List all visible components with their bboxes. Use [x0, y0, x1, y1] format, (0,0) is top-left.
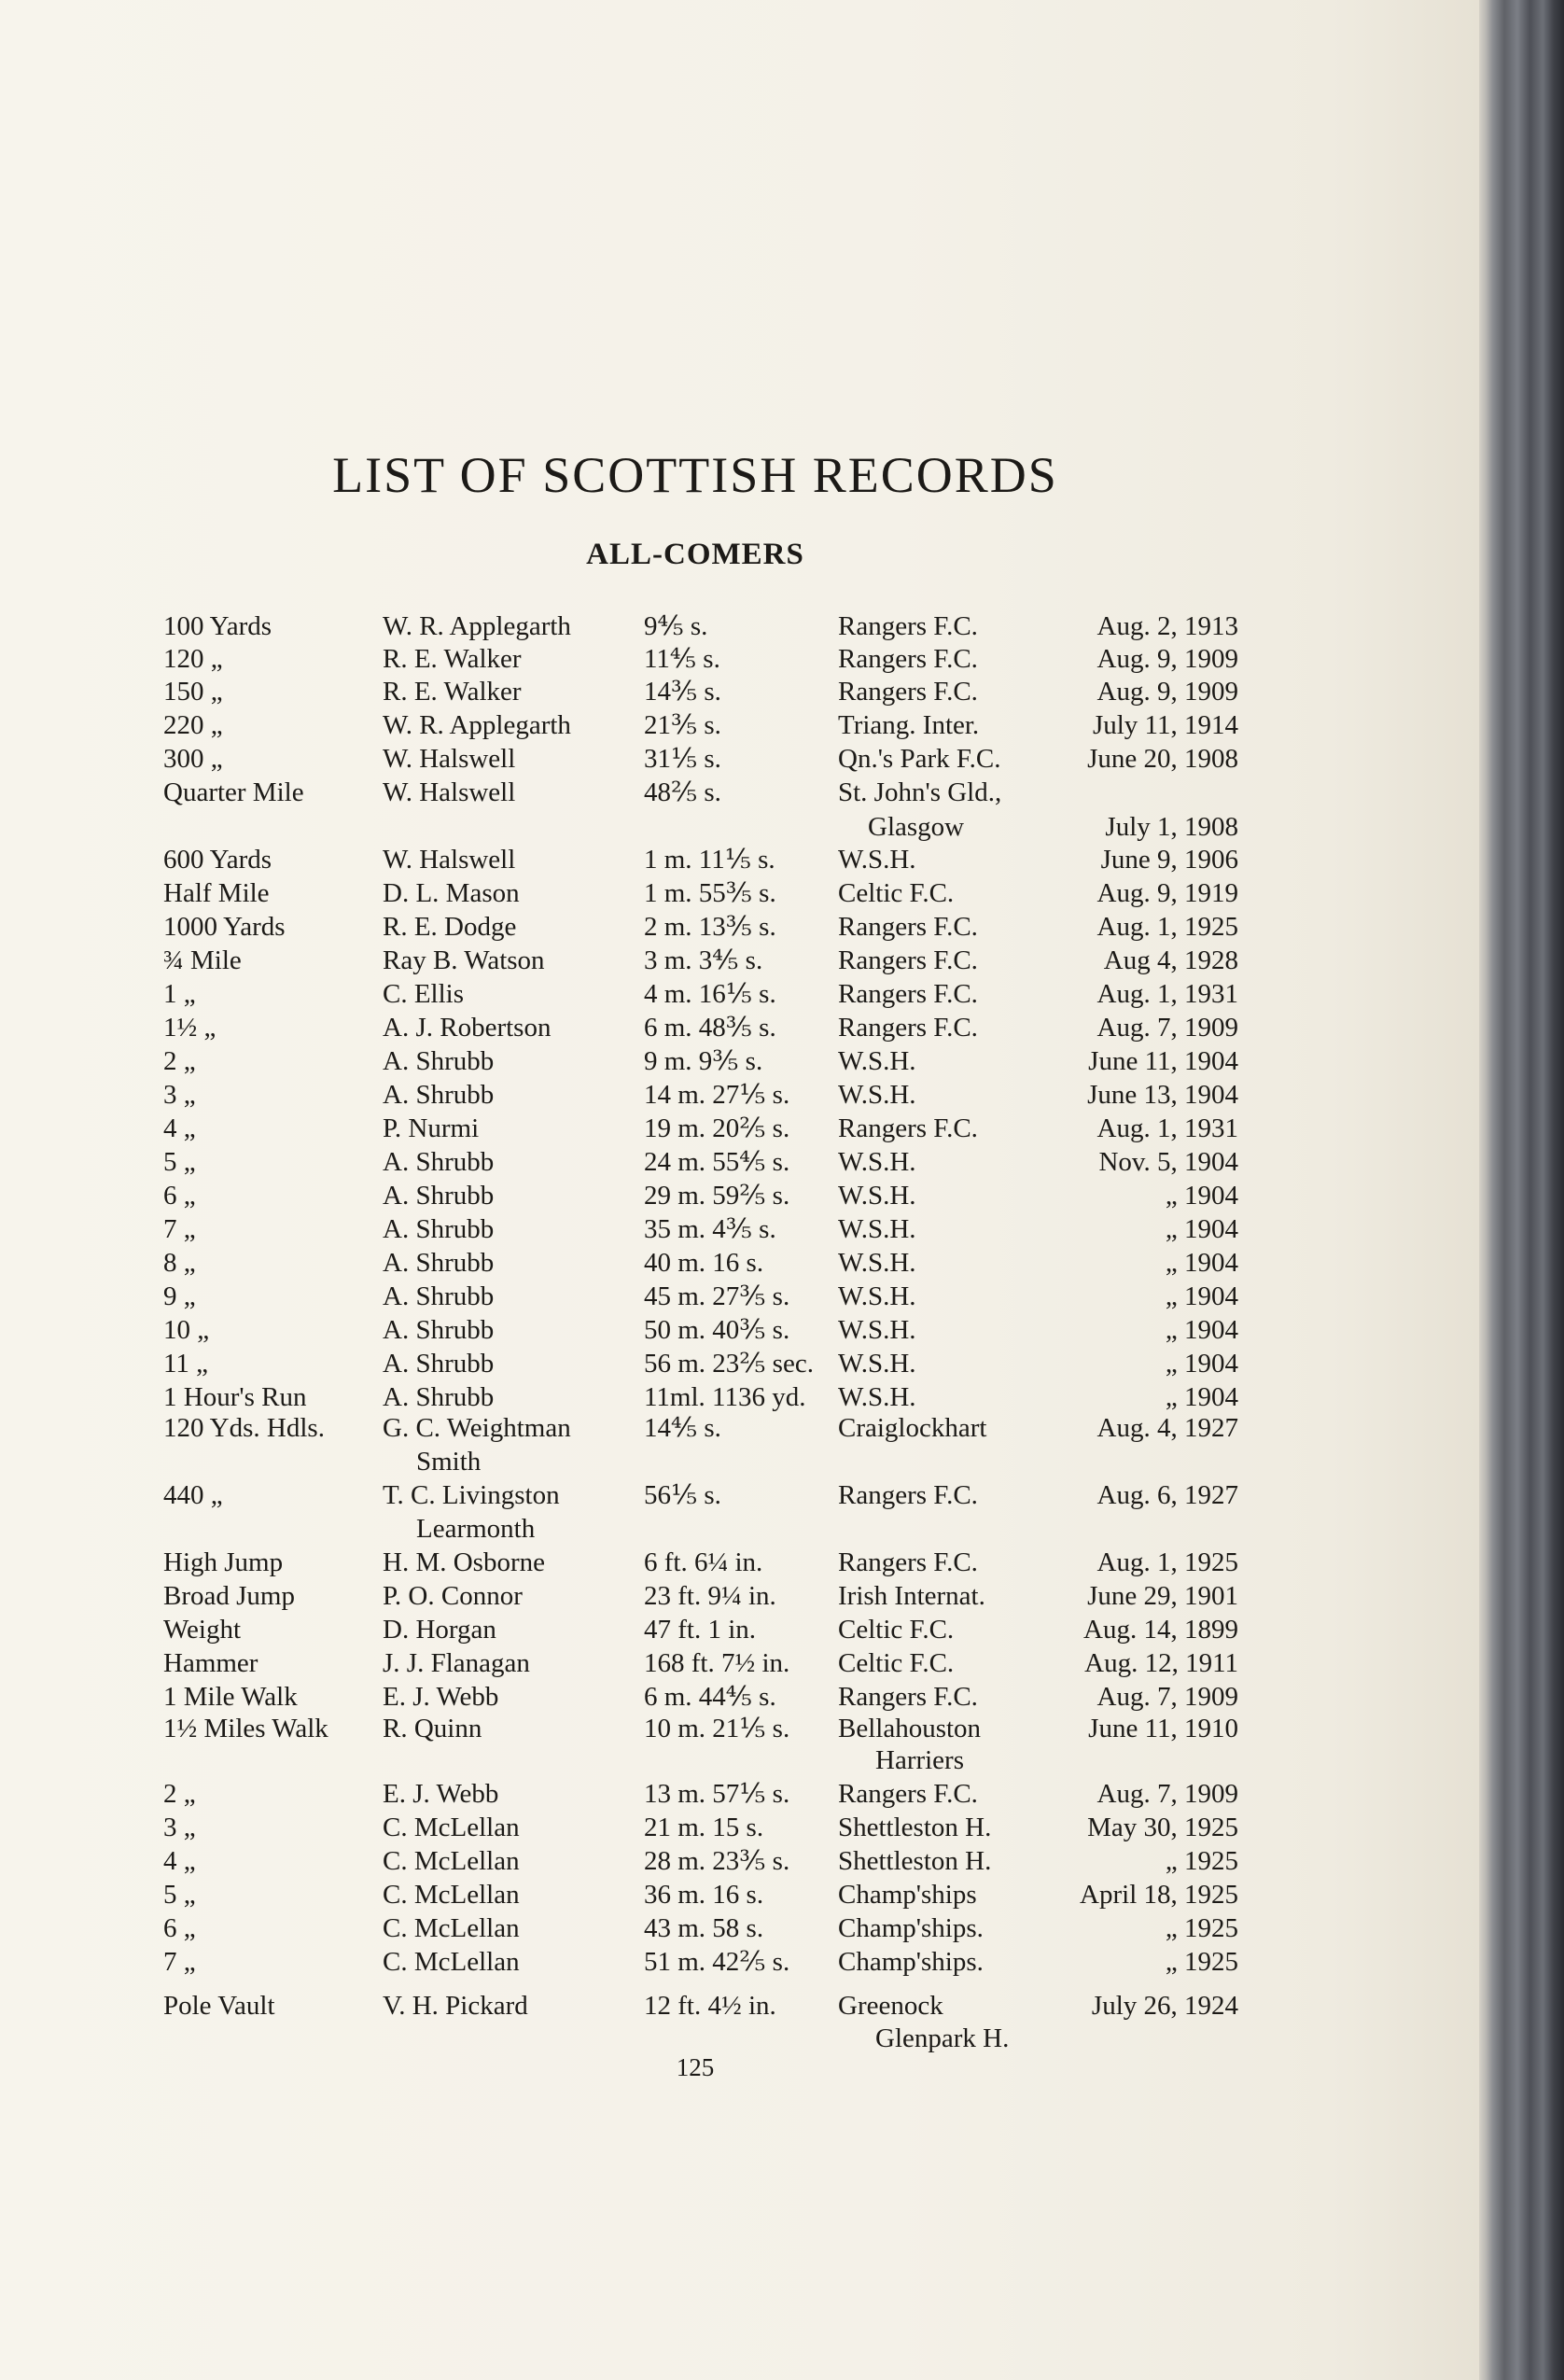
record-athlete: A. Shrubb [383, 1080, 495, 1110]
record-athlete: E. J. Webb [383, 1779, 499, 1809]
record-row [0, 1546, 1479, 1579]
record-event: 1½ Miles Walk [163, 1714, 328, 1743]
record-event: 6 „ [163, 1181, 196, 1211]
record-athlete: W. Halswell [383, 845, 516, 875]
record-row [0, 776, 1479, 809]
record-row [0, 1613, 1479, 1646]
record-performance: 56 m. 23⅖ sec. [644, 1349, 814, 1379]
record-date: Aug. 1, 1931 [1096, 979, 1238, 1009]
record-athlete: C. Ellis [383, 979, 465, 1009]
record-event: 7 „ [163, 1214, 196, 1244]
record-date: April 18, 1925 [1080, 1880, 1238, 1910]
record-athlete: D. L. Mason [383, 878, 520, 908]
record-event: 1½ „ [163, 1013, 216, 1043]
record-date: „ 1925 [1165, 1846, 1238, 1876]
record-date: Aug. 14, 1899 [1083, 1615, 1238, 1645]
record-venue: Rangers F.C. [838, 979, 978, 1009]
record-date: Aug. 4, 1927 [1096, 1413, 1238, 1443]
record-date: Aug. 1, 1931 [1096, 1113, 1238, 1143]
record-performance: 11⅘ s. [644, 644, 720, 674]
record-event: 4 „ [163, 1846, 196, 1876]
record-row [0, 1844, 1479, 1878]
record-row [0, 1347, 1479, 1380]
record-event: 1 Hour's Run [163, 1382, 307, 1412]
record-row [0, 675, 1479, 708]
record-date: Aug. 9, 1919 [1096, 878, 1238, 908]
record-event: 120 Yds. Hdls. [163, 1413, 325, 1443]
record-row [0, 1145, 1479, 1179]
record-event: 600 Yards [163, 845, 272, 875]
continuation-hurdles440-athlete: Learmonth [416, 1514, 536, 1544]
record-venue: Rangers F.C. [838, 1779, 978, 1809]
record-date: May 30, 1925 [1087, 1813, 1238, 1842]
record-row [0, 1280, 1479, 1313]
record-venue: W.S.H. [838, 1147, 916, 1177]
record-event: Hammer [163, 1648, 258, 1678]
record-performance: 14⅗ s. [644, 677, 721, 707]
record-date: Aug. 7, 1909 [1096, 1779, 1238, 1809]
record-date: „ 1904 [1165, 1248, 1238, 1278]
record-date: Aug. 7, 1909 [1096, 1013, 1238, 1043]
record-athlete: R. Quinn [383, 1714, 482, 1743]
record-athlete: W. Halswell [383, 744, 516, 774]
record-date: Aug 4, 1928 [1103, 945, 1238, 975]
book-binding-edge [1479, 0, 1564, 2380]
record-venue: W.S.H. [838, 1214, 916, 1244]
record-performance: 43 m. 58 s. [644, 1913, 764, 1943]
record-event: 100 Yards [163, 611, 272, 641]
record-performance: 6 m. 48⅗ s. [644, 1013, 776, 1043]
record-row [0, 1712, 1479, 1745]
record-venue: Qn.'s Park F.C. [838, 744, 1001, 774]
record-date: July 11, 1914 [1092, 710, 1238, 740]
record-date: Aug. 9, 1909 [1096, 677, 1238, 707]
record-row [0, 1411, 1479, 1445]
record-event: 2 „ [163, 1046, 196, 1076]
record-date: Aug. 7, 1909 [1096, 1682, 1238, 1712]
record-date: June 13, 1904 [1087, 1080, 1238, 1110]
record-row [0, 1212, 1479, 1246]
record-venue: Rangers F.C. [838, 912, 978, 942]
record-event: 11 „ [163, 1349, 209, 1379]
record-date: Aug. 12, 1911 [1084, 1648, 1238, 1678]
record-row [0, 1680, 1479, 1714]
record-performance: 23 ft. 9¼ in. [644, 1581, 776, 1611]
record-performance: 50 m. 40⅗ s. [644, 1315, 790, 1345]
record-row [0, 1579, 1479, 1613]
record-event: 3 „ [163, 1080, 196, 1110]
continuation-quarter-mile-venue: Glasgow [868, 812, 965, 842]
record-venue: Champ'ships. [838, 1913, 984, 1943]
record-event: 150 „ [163, 677, 223, 707]
record-performance: 21 m. 15 s. [644, 1813, 764, 1842]
record-event: 1000 Yards [163, 912, 286, 942]
record-venue: Greenock [838, 1991, 943, 2021]
record-venue: Celtic F.C. [838, 1648, 955, 1678]
record-venue: Rangers F.C. [838, 611, 978, 641]
record-date: „ 1904 [1165, 1382, 1238, 1412]
record-row [0, 910, 1479, 944]
record-date: June 9, 1906 [1100, 845, 1238, 875]
record-row [0, 843, 1479, 876]
record-date: „ 1904 [1165, 1181, 1238, 1211]
page-number: 125 [676, 2053, 715, 2081]
record-venue: W.S.H. [838, 845, 916, 875]
record-row [0, 1911, 1479, 1945]
continuation-walk-venue: Harriers [875, 1745, 965, 1775]
record-athlete: Ray B. Watson [383, 945, 545, 975]
record-venue: Shettleston H. [838, 1846, 992, 1876]
record-event: 2 „ [163, 1779, 196, 1809]
record-performance: 10 m. 21⅕ s. [644, 1714, 790, 1743]
record-athlete: R. E. Walker [383, 644, 522, 674]
record-row [0, 1478, 1479, 1512]
record-venue: Rangers F.C. [838, 945, 978, 975]
record-athlete: E. J. Webb [383, 1682, 499, 1712]
record-date: Aug. 1, 1925 [1096, 1547, 1238, 1577]
record-row [0, 1011, 1479, 1044]
record-athlete: W. R. Applegarth [383, 611, 571, 641]
record-venue: St. John's Gld., [838, 777, 1002, 807]
record-venue: Triang. Inter. [838, 710, 980, 740]
record-performance: 14 m. 27⅕ s. [644, 1080, 790, 1110]
record-athlete: C. McLellan [383, 1846, 520, 1876]
continuation-quarter-mile-date: July 1, 1908 [1105, 812, 1238, 842]
record-athlete: A. Shrubb [383, 1181, 495, 1211]
record-venue: Rangers F.C. [838, 1547, 978, 1577]
record-event: Quarter Mile [163, 777, 304, 807]
record-athlete: R. E. Walker [383, 677, 522, 707]
record-venue: Craiglockhart [838, 1413, 987, 1443]
record-performance: 40 m. 16 s. [644, 1248, 764, 1278]
record-athlete: V. H. Pickard [383, 1991, 528, 2021]
record-date: Aug. 1, 1925 [1096, 912, 1238, 942]
record-row [0, 1078, 1479, 1112]
record-athlete: J. J. Flanagan [383, 1648, 530, 1678]
record-performance: 6 ft. 6¼ in. [644, 1547, 763, 1577]
record-venue: Rangers F.C. [838, 677, 978, 707]
record-date: June 11, 1904 [1088, 1046, 1238, 1076]
record-row [0, 1380, 1479, 1414]
record-venue: Champ'ships. [838, 1947, 984, 1977]
record-performance: 9 m. 9⅗ s. [644, 1046, 763, 1076]
record-venue: Celtic F.C. [838, 1615, 955, 1645]
record-athlete: A. Shrubb [383, 1281, 495, 1311]
record-row [0, 876, 1479, 910]
record-event: 10 „ [163, 1315, 210, 1345]
record-athlete: P. O. Connor [383, 1581, 523, 1611]
record-venue: W.S.H. [838, 1046, 916, 1076]
record-performance: 14⅘ s. [644, 1413, 721, 1443]
record-performance: 45 m. 27⅗ s. [644, 1281, 790, 1311]
record-venue: Rangers F.C. [838, 1113, 978, 1143]
record-performance: 2 m. 13⅗ s. [644, 912, 776, 942]
record-event: 1 Mile Walk [163, 1682, 298, 1712]
record-date: „ 1904 [1165, 1281, 1238, 1311]
record-row [0, 977, 1479, 1011]
record-athlete: A. Shrubb [383, 1214, 495, 1244]
record-performance: 19 m. 20⅖ s. [644, 1113, 790, 1143]
record-performance: 24 m. 55⅘ s. [644, 1147, 790, 1177]
record-athlete: A. Shrubb [383, 1248, 495, 1278]
record-date: Aug. 6, 1927 [1096, 1480, 1238, 1510]
record-performance: 6 m. 44⅘ s. [644, 1682, 776, 1712]
record-event: 5 „ [163, 1880, 196, 1910]
record-athlete: G. C. Weightman [383, 1413, 571, 1443]
record-athlete: A. J. Robertson [383, 1013, 552, 1043]
record-event: Weight [163, 1615, 242, 1645]
record-row [0, 1777, 1479, 1811]
record-row [0, 742, 1479, 776]
record-performance: 56⅕ s. [644, 1480, 721, 1510]
record-venue: Rangers F.C. [838, 1682, 978, 1712]
record-performance: 9⅘ s. [644, 611, 708, 641]
record-performance: 168 ft. 7½ in. [644, 1648, 790, 1678]
record-row [0, 1878, 1479, 1911]
record-venue: W.S.H. [838, 1080, 916, 1110]
record-venue: Bellahouston [838, 1714, 982, 1743]
record-athlete: P. Nurmi [383, 1113, 480, 1143]
record-event: High Jump [163, 1547, 284, 1577]
record-date: Aug. 2, 1913 [1096, 611, 1238, 641]
record-athlete: R. E. Dodge [383, 912, 517, 942]
record-performance: 21⅗ s. [644, 710, 721, 740]
record-row [0, 944, 1479, 977]
record-venue: W.S.H. [838, 1382, 916, 1412]
record-performance: 51 m. 42⅖ s. [644, 1947, 790, 1977]
record-venue: W.S.H. [838, 1349, 916, 1379]
record-venue: Shettleston H. [838, 1813, 992, 1842]
record-row [0, 1246, 1479, 1280]
record-performance: 13 m. 57⅕ s. [644, 1779, 790, 1809]
record-athlete: A. Shrubb [383, 1382, 495, 1412]
record-venue: W.S.H. [838, 1181, 916, 1211]
record-athlete: C. McLellan [383, 1813, 520, 1842]
record-event: 6 „ [163, 1913, 196, 1943]
record-row [0, 1646, 1479, 1680]
record-athlete: C. McLellan [383, 1880, 520, 1910]
record-row [0, 609, 1479, 643]
record-date: June 20, 1908 [1087, 744, 1238, 774]
record-event: Broad Jump [163, 1581, 295, 1611]
record-performance: 29 m. 59⅖ s. [644, 1181, 790, 1211]
record-venue: Celtic F.C. [838, 878, 955, 908]
record-date: „ 1904 [1165, 1349, 1238, 1379]
record-date: „ 1925 [1165, 1947, 1238, 1977]
record-event: 7 „ [163, 1947, 196, 1977]
record-event: 4 „ [163, 1113, 196, 1143]
record-athlete: W. R. Applegarth [383, 710, 571, 740]
record-athlete: A. Shrubb [383, 1147, 495, 1177]
record-venue: Irish Internat. [838, 1581, 985, 1611]
record-event: ¾ Mile [163, 945, 242, 975]
record-date: Aug. 9, 1909 [1096, 644, 1238, 674]
record-date: June 29, 1901 [1087, 1581, 1238, 1611]
record-athlete: C. McLellan [383, 1913, 520, 1943]
record-venue: Rangers F.C. [838, 1013, 978, 1043]
record-row [0, 1313, 1479, 1347]
record-event: 8 „ [163, 1248, 196, 1278]
continuation-hurdles-athlete: Smith [416, 1447, 482, 1477]
record-performance: 12 ft. 4½ in. [644, 1991, 776, 2021]
record-event: 1 „ [163, 979, 196, 1009]
record-athlete: W. Halswell [383, 777, 516, 807]
record-date: June 11, 1910 [1088, 1714, 1238, 1743]
record-performance: 36 m. 16 s. [644, 1880, 764, 1910]
record-performance: 47 ft. 1 in. [644, 1615, 757, 1645]
record-athlete: T. C. Livingston [383, 1480, 560, 1510]
record-row [0, 642, 1479, 676]
record-event: 5 „ [163, 1147, 196, 1177]
record-event: 300 „ [163, 744, 223, 774]
record-performance: 4 m. 16⅕ s. [644, 979, 776, 1009]
record-venue: Champ'ships [838, 1880, 977, 1910]
record-venue: Rangers F.C. [838, 1480, 978, 1510]
record-event: 220 „ [163, 710, 223, 740]
record-performance: 31⅕ s. [644, 744, 721, 774]
record-performance: 11ml. 1136 yd. [644, 1382, 806, 1412]
record-row [0, 1989, 1479, 2023]
record-row [0, 1179, 1479, 1212]
record-event: Pole Vault [163, 1991, 275, 2021]
record-event: 440 „ [163, 1480, 223, 1510]
record-performance: 1 m. 11⅕ s. [644, 845, 775, 875]
record-date: „ 1904 [1165, 1315, 1238, 1345]
record-date: „ 1925 [1165, 1913, 1238, 1943]
record-performance: 48⅖ s. [644, 777, 721, 807]
record-venue: W.S.H. [838, 1281, 916, 1311]
record-row [0, 708, 1479, 742]
record-venue: W.S.H. [838, 1248, 916, 1278]
record-event: 3 „ [163, 1813, 196, 1842]
record-venue: Rangers F.C. [838, 644, 978, 674]
record-date: „ 1904 [1165, 1214, 1238, 1244]
record-row [0, 1811, 1479, 1844]
record-performance: 1 m. 55⅗ s. [644, 878, 776, 908]
record-athlete: C. McLellan [383, 1947, 520, 1977]
record-date: Nov. 5, 1904 [1098, 1147, 1238, 1177]
record-event: 9 „ [163, 1281, 196, 1311]
record-date: July 26, 1924 [1091, 1991, 1238, 2021]
record-athlete: A. Shrubb [383, 1315, 495, 1345]
record-row [0, 1945, 1479, 1979]
record-athlete: H. M. Osborne [383, 1547, 545, 1577]
record-athlete: A. Shrubb [383, 1046, 495, 1076]
record-performance: 28 m. 23⅗ s. [644, 1846, 790, 1876]
record-athlete: A. Shrubb [383, 1349, 495, 1379]
continuation-pole-vault-venue: Glenpark H. [875, 2023, 1010, 2053]
record-row [0, 1044, 1479, 1078]
page-title: LIST OF SCOTTISH RECORDS [332, 447, 1058, 503]
record-event: Half Mile [163, 878, 270, 908]
record-performance: 3 m. 3⅘ s. [644, 945, 763, 975]
record-event: 120 „ [163, 644, 223, 674]
record-performance: 35 m. 4⅗ s. [644, 1214, 776, 1244]
record-row [0, 1112, 1479, 1145]
section-subtitle: ALL-COMERS [586, 538, 804, 571]
record-venue: W.S.H. [838, 1315, 916, 1345]
record-athlete: D. Horgan [383, 1615, 496, 1645]
